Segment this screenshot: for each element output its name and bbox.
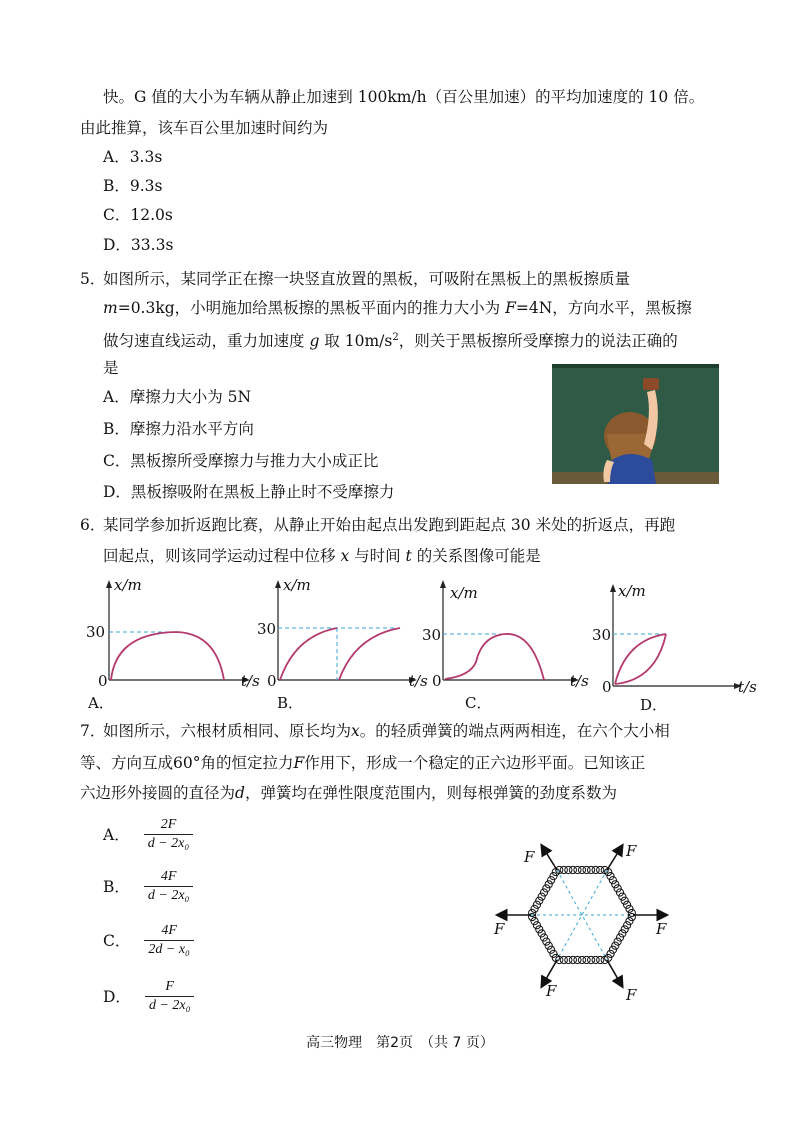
q5-line4: 是: [103, 359, 119, 377]
q7-var-f: F: [293, 754, 305, 772]
q5-line3: [103, 327, 678, 352]
q7-option-d-denominator: d − 2x₀: [148, 997, 191, 1013]
q7-var-d: d: [235, 784, 245, 802]
graph-a-ylabel: x/m: [114, 576, 142, 594]
q4-option-d: D．33.3s: [103, 236, 174, 254]
q6-var-x: x: [340, 547, 350, 565]
q5-option-c: C．黑板擦所受摩擦力与推力大小成正比: [103, 452, 379, 470]
graph-b-xlabel: t/s: [409, 672, 428, 690]
q4-option-c: C．12.0s: [103, 206, 173, 224]
q4-line2: 由此推算，该车百公里加速时间约为: [80, 119, 329, 137]
page-footer: 高三物理 第2页 （共 7 页）: [306, 1035, 494, 1051]
force-label-right: F: [656, 920, 667, 938]
graph-a-origin: 0: [98, 672, 108, 690]
q7-option-d-label: D．: [103, 988, 131, 1006]
force-label-top-left: F: [524, 848, 535, 866]
q7-option-a: [103, 814, 193, 854]
q6-var-t: t: [405, 547, 412, 565]
q7-option-a-denominator: d − 2x₀: [147, 835, 190, 851]
q7-option-a-label: A．: [103, 826, 130, 844]
graph-b-ylabel: x/m: [283, 576, 311, 594]
q7-number: 7．: [80, 722, 106, 740]
graph-c-xlabel: t/s: [570, 672, 589, 690]
graph-b-label: B．: [277, 694, 304, 712]
q5-option-b: B．摩擦力沿水平方向: [103, 420, 254, 438]
graph-c-label: C．: [465, 694, 492, 712]
q7-option-a-numerator: 2F: [144, 816, 194, 835]
graph-b-tick30: 30: [257, 620, 277, 638]
q4-option-a: A．3.3s: [103, 148, 163, 166]
q6-number: 6．: [80, 516, 106, 534]
q5-line3-text-c: 取 10m/s: [319, 332, 393, 351]
graph-c: [420, 576, 590, 712]
q6-line1: 某同学参加折返跑比赛，从静止开始由起点出发跑到距起点 30 米处的折返点，再跑: [103, 516, 676, 534]
q7-line3-text-a: 六边形外接圆的直径为: [80, 784, 236, 802]
graph-c-ylabel: x/m: [450, 584, 478, 602]
q7-option-a-fraction: [144, 816, 194, 853]
q7-option-b-label: B．: [103, 878, 130, 896]
q4-line1: 快。G 值的大小为车辆从静止加速到 100km/h（百公里加速）的平均加速度的 10 倍。: [103, 88, 705, 106]
q7-line2: [80, 752, 645, 774]
q7-var-x: x: [351, 722, 360, 740]
q5-var-f: F: [505, 299, 516, 317]
q5-line2-text-d: =4N，方向水平，黑板擦: [515, 299, 692, 317]
q7-option-b: [103, 866, 193, 906]
force-label-top-right: F: [626, 842, 637, 860]
q5-exponent: 2: [392, 332, 399, 343]
q5-var-g: g: [309, 332, 320, 351]
graph-d: [590, 576, 760, 714]
q7-angle: 60°: [173, 754, 201, 772]
q5-line1: 如图所示，某同学正在擦一块竖直放置的黑板，可吸附在黑板上的黑板擦质量: [103, 270, 631, 288]
graph-a-xlabel: t/s: [241, 672, 260, 690]
q6-line2-text-e: 的关系图像可能是: [411, 547, 541, 565]
q6-line2: [103, 545, 541, 567]
q7-option-b-numerator: 4F: [144, 868, 194, 887]
graph-c-tick30: 30: [422, 626, 442, 644]
q4-option-b: B．9.3s: [103, 177, 163, 195]
q5-number: 5．: [80, 270, 106, 288]
blackboard-illustration: [552, 364, 719, 484]
graph-a-label: A．: [88, 694, 114, 712]
q7-option-c-denominator: 2d − x₀: [148, 941, 190, 957]
q5-line2-text-b: =0.3kg，小明施加给黑板擦的黑板平面内的推力大小为: [117, 299, 506, 317]
graph-d-origin: 0: [602, 678, 612, 696]
q5-line2: [103, 297, 692, 319]
q7-option-b-fraction: [144, 868, 194, 905]
graph-d-tick30: 30: [592, 626, 612, 644]
graph-a-tick30: 30: [86, 623, 106, 641]
q7-option-c-numerator: 4F: [144, 922, 194, 941]
q5-option-d: D．黑板擦吸附在黑板上静止时不受摩擦力: [103, 483, 395, 501]
q7-line1-text-c: 。的轻质弹簧的端点两两相连，在六个大小相: [359, 722, 670, 740]
q7-option-c-label: C．: [103, 932, 131, 950]
force-label-bottom-left: F: [546, 982, 557, 1000]
q7-line1-text-a: 如图所示，六根材质相同、原长均为: [103, 722, 352, 740]
q7-option-c-fraction: [144, 922, 194, 959]
spring-hexagon-diagram: [480, 836, 690, 1006]
q7-line2-text-c: 角的恒定拉力: [200, 754, 294, 772]
graph-a: [86, 576, 260, 712]
q7-option-b-denominator: d − 2x₀: [147, 887, 190, 903]
q5-line3-text-a: 做匀速直线运动，重力加速度: [103, 332, 310, 351]
q6-line2-text-c: 与时间: [349, 547, 406, 565]
graph-d-xlabel: t/s: [738, 678, 757, 696]
q7-option-d: [103, 976, 194, 1016]
graph-d-ylabel: x/m: [618, 582, 646, 600]
q5-var-m: m: [103, 299, 118, 317]
q7-option-c: [103, 920, 194, 960]
graph-c-origin: 0: [432, 672, 442, 690]
q7-option-d-fraction: [145, 978, 195, 1015]
q7-option-d-numerator: F: [145, 978, 195, 997]
q6-line2-text-a: 回起点，则该同学运动过程中位移: [103, 547, 341, 565]
q7-line2-text-a: 等、方向互成: [80, 754, 174, 772]
graph-d-label: D．: [640, 696, 668, 714]
q5-line3-text-d: ，则关于黑板擦所受摩擦力的说法正确的: [398, 332, 678, 351]
graph-b: [255, 576, 428, 712]
force-label-left: F: [494, 920, 505, 938]
q7-line2-text-e: 作用下，形成一个稳定的正六边形平面。已知该正: [304, 754, 646, 772]
q7-line3: [80, 782, 617, 804]
force-label-bottom-right: F: [626, 986, 637, 1004]
graph-b-origin: 0: [267, 672, 277, 690]
q5-option-a: A．摩擦力大小为 5N: [103, 388, 252, 406]
q7-line1: [103, 720, 670, 742]
q7-line3-text-c: ，弹簧均在弹性限度范围内，则每根弹簧的劲度系数为: [244, 784, 617, 802]
